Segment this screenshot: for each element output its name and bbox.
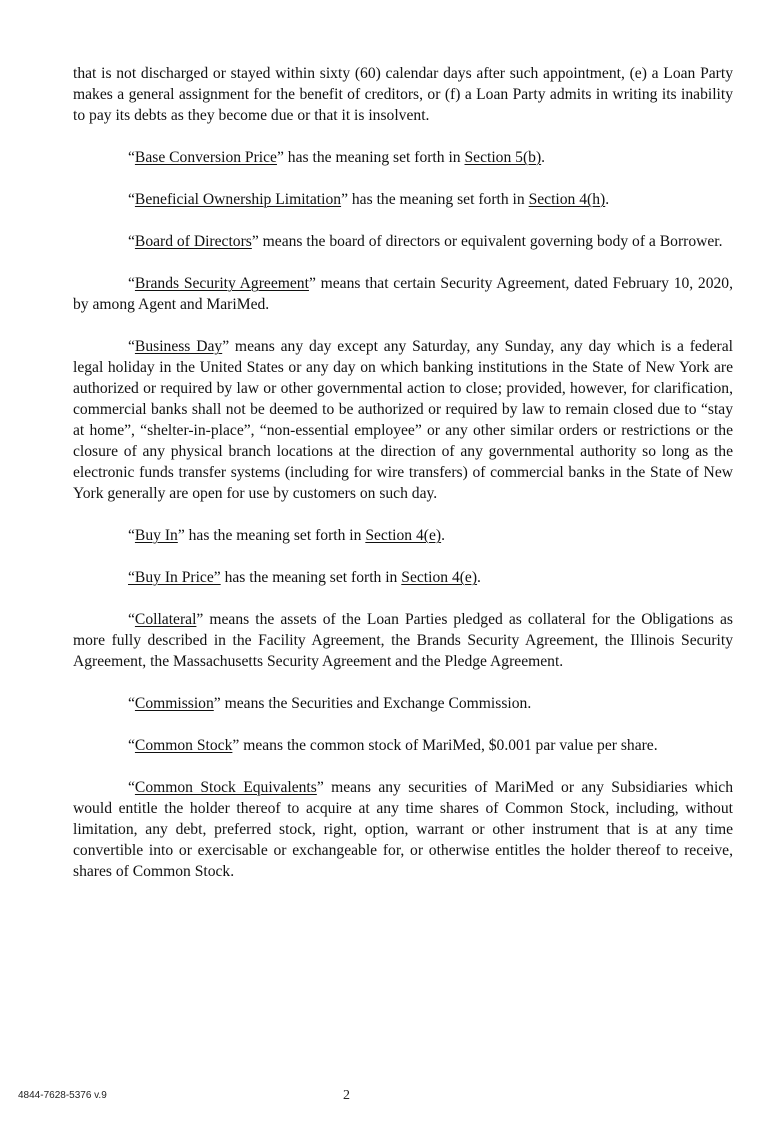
text-run: ” has the meaning set forth in <box>341 191 529 208</box>
text-run: “ <box>128 275 135 292</box>
defined-term: Collateral <box>134 611 197 628</box>
continued-paragraph <box>73 63 733 126</box>
text-run: ” means the assets of the Loan Parties pledged as collateral for the Obligations as more fully described in the Facility Agreement, the Brands Security Agreement, the Illinois Security Agreement, the Massachusetts Security Agreement and the Pledge Agreement. <box>73 611 733 670</box>
document-id: 4844-7628-5376 v.9 <box>18 1090 107 1101</box>
definition-paragraph <box>73 273 733 315</box>
text-run: . <box>441 527 446 544</box>
defined-term: Business Day <box>134 338 223 355</box>
definition-paragraph <box>73 693 733 714</box>
defined-term: Brands Security Agreement <box>134 275 309 292</box>
defined-term: Section 4(e) <box>401 569 478 586</box>
text-run: “ <box>128 191 135 208</box>
text-run: ” means the Securities and Exchange Commission. <box>213 695 532 712</box>
definition-paragraph <box>73 777 733 882</box>
text-run: . <box>477 569 481 586</box>
text-run: “ <box>128 338 135 355</box>
text-run: “ <box>128 233 135 250</box>
defined-term: Common Stock Equivalents <box>134 779 317 796</box>
text-run: that is not discharged or stayed within sixty (60) calendar days after such appointment, (e) a Loan Party makes a general assignment for the benefit of creditors, or (f) a Loan Party admits in writing its inability to pay its debts as they become due or that it is insolvent. <box>73 65 733 124</box>
text-run: has the meaning set forth in <box>220 569 402 586</box>
text-run: . <box>605 191 610 208</box>
defined-term: Commission <box>134 695 214 712</box>
defined-term: Section 4(h) <box>528 191 606 208</box>
text-run: ” means any day except any Saturday, any Sunday, any day which is a federal legal holiday in the United States or any day on which banking institutions in the State of New York are authorized or required by law or other governmental action to close; provided, however, for clarification, commercial banks shall not be deemed to be authorized or required by law to remain closed due to “stay at home”, “shelter-in-place”, “non-essential employee” or any other similar orders or restrictions or the closure of any physical branch locations at the direction of any governmental authority so long as the electronic funds transfer systems (including for wire transfers) of commercial banks in the State of New York generally are open for use by customers on such day. <box>73 338 733 502</box>
text-run: ” means that certain Security Agreement, dated February 10, 2020, by among Agent and MariMed. <box>73 275 734 313</box>
definition-paragraph <box>73 525 733 546</box>
text-run: ” has the meaning set forth in <box>177 527 366 544</box>
defined-term: Common Stock <box>134 737 233 754</box>
definition-paragraph <box>73 231 733 252</box>
definition-paragraph <box>73 735 733 756</box>
defined-term: “Buy In Price” <box>128 569 221 586</box>
text-run: “ <box>128 695 135 712</box>
defined-term: Base Conversion Price <box>134 149 277 166</box>
text-run: “ <box>128 149 135 166</box>
text-run: ” means the common stock of MariMed, $0.001 par value per share. <box>232 737 658 754</box>
text-run: . <box>541 149 546 166</box>
definition-paragraph <box>73 147 733 168</box>
text-run: “ <box>128 527 135 544</box>
defined-term: Beneficial Ownership Limitation <box>134 191 342 208</box>
defined-term: Buy In <box>134 527 178 544</box>
definition-paragraph <box>73 189 733 210</box>
definition-paragraph <box>73 609 733 672</box>
definition-paragraph <box>73 567 733 588</box>
defined-term: Board of Directors <box>134 233 252 250</box>
text-run: ” has the meaning set forth in <box>276 149 465 166</box>
text-run: “ <box>128 737 135 754</box>
document-body <box>73 63 733 903</box>
text-run: ” means any securities of MariMed or any Subsidiaries which would entitle the holder thereof to acquire at any time shares of Common Stock, including, without limitation, any debt, preferred stock, right, option, warrant or other instrument that is at any time convertible into or exercisable or exchangeable for, or otherwise entitles the holder thereof to receive, shares of Common Stock. <box>73 779 733 880</box>
text-run: “ <box>128 611 135 628</box>
page-number: 2 <box>343 1088 350 1103</box>
text-run: ” means the board of directors or equivalent governing body of a Borrower. <box>251 233 723 250</box>
defined-term: Section 4(e) <box>365 527 442 544</box>
defined-term: Section 5(b) <box>464 149 542 166</box>
text-run: “ <box>128 779 135 796</box>
definition-paragraph <box>73 336 733 504</box>
